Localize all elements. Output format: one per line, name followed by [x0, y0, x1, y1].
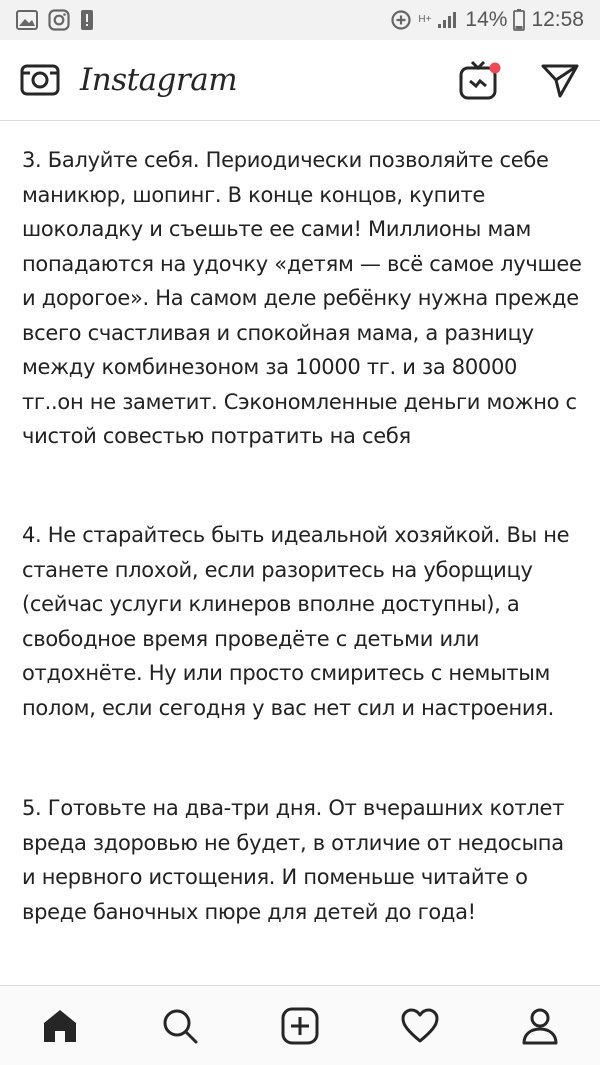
- warning-notification-icon: [80, 9, 94, 31]
- post-text-content: [0, 121, 600, 985]
- profile-icon: [520, 1006, 560, 1046]
- signal-icon: [437, 11, 459, 29]
- data-saver-icon: [390, 9, 412, 31]
- battery-icon: [513, 9, 525, 31]
- direct-message-icon: [540, 60, 580, 100]
- clock: 12:58: [531, 8, 584, 31]
- instagram-logo: Instagram: [80, 62, 238, 98]
- heart-icon: [400, 1006, 440, 1046]
- home-icon: [40, 1006, 80, 1046]
- battery-percent: 14%: [465, 8, 508, 31]
- bottom-navigation: [0, 985, 600, 1065]
- nav-home[interactable]: [30, 996, 90, 1056]
- status-bar-notifications: [16, 9, 94, 31]
- nav-add-post[interactable]: [270, 996, 330, 1056]
- camera-button[interactable]: [20, 60, 60, 100]
- app-header: [0, 40, 600, 121]
- add-post-icon: [280, 1006, 320, 1046]
- search-icon: [160, 1006, 200, 1046]
- paragraph-5: 5. Готовьте на два-три дня. От вчерашних котлет вреда здоровью не будет, в отличие от недосыпа и нервного истощения. И поменьше читайте о вреде баночных пюре для детей до года!: [22, 796, 565, 924]
- direct-messages-button[interactable]: [540, 60, 580, 100]
- network-type: H+: [418, 14, 432, 25]
- nav-search[interactable]: [150, 996, 210, 1056]
- status-bar-system: [390, 7, 584, 33]
- paragraph-3: 3. Балуйте себя. Периодически позволяйте себе маникюр, шопинг. В конце концов, купите шоколадку и съешьте ее сами! Миллионы мам попадаются на удочку «детям — всё самое лучшее и дорогое». На самом деле ребёнку нужна прежде всего счастливая и спокойная мама, а разницу между комбинезоном за 10000 тг. и за 80000 тг..он не заметит. Сэкономленные деньги можно с чистой совестью потратить на себя: [22, 148, 582, 448]
- gallery-notification-icon: [16, 10, 38, 30]
- nav-activity[interactable]: [390, 996, 450, 1056]
- instagram-notification-icon: [48, 9, 70, 31]
- camera-icon: [20, 60, 60, 100]
- status-bar: [0, 0, 600, 40]
- paragraph-4: 4. Не старайтесь быть идеальной хозяйкой. Вы не станете плохой, если разоритесь на уборщицу (сейчас услуги клинеров вполне доступны), а свободное время проведёте с детьми или отдохнёте. Ну или просто смиритесь с немытым полом, если сегодня у вас нет сил и настроения.: [22, 523, 570, 720]
- nav-profile[interactable]: [510, 996, 570, 1056]
- igtv-button[interactable]: [458, 59, 502, 101]
- igtv-icon: [458, 59, 502, 101]
